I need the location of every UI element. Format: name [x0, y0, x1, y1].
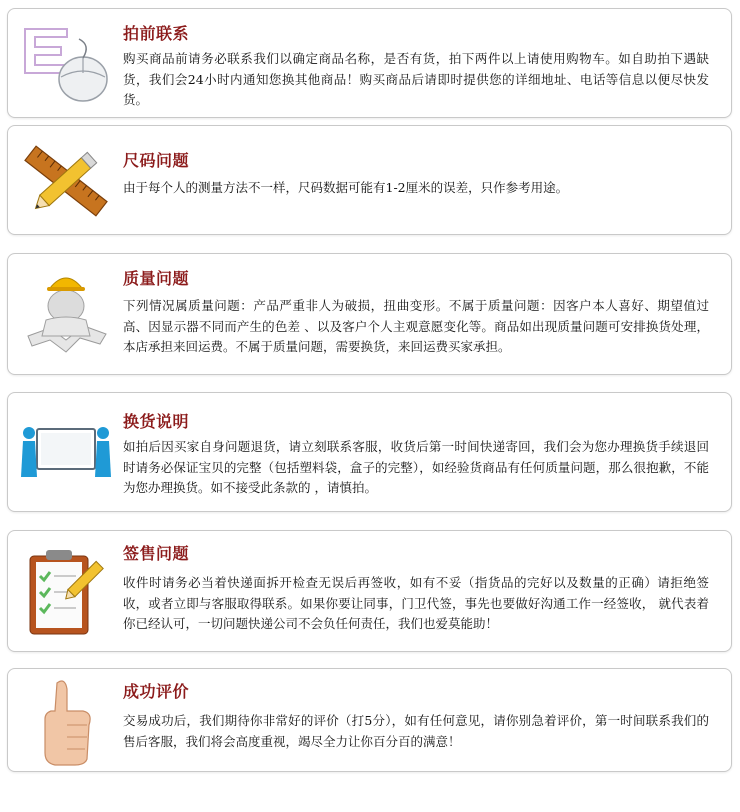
ruler-pencil-icon — [18, 134, 114, 228]
section-text: 购买商品前请务必联系我们以确定商品名称，是否有货，拍下两件以上请使用购物车。如自助拍下遇缺货，我们会24小时内通知您换其他商品！购买商品后请即时提供您的详细地址、电话等信息以便尽快发货。 — [123, 51, 709, 107]
people-board-icon — [18, 405, 114, 501]
section-title: 签售问题 — [123, 544, 190, 563]
section-text: 下列情况属质量问题：产品严重非人为破损，扭曲变形。不属于质量问题：因客户本人喜好、期望值过高、因显示器不同而产生的色差 、以及客户个人主观意愿变化等。商品如出现质量问题可安排换货处理，本店承担来回运费。不属于质量问题，需要换货，来回运费买家承担。 — [123, 298, 709, 354]
mouse-icon — [18, 17, 114, 111]
section-text: 如拍后因买家自身问题退货，请立刻联系客服，收货后第一时间快递寄回，我们会为您办理换货手续退回时请务必保证宝贝的完整（包括塑料袋，盒子的完整），如经验货商品有任何质量问题，那么很抱歉，不能为您办理换货。如不接受此条款的 ，请慎拍。 — [123, 439, 709, 495]
section-title: 尺码问题 — [123, 151, 190, 170]
section-quality-issues — [7, 253, 732, 375]
worker-crack-icon — [18, 264, 114, 364]
thumbs-up-icon — [18, 675, 114, 767]
section-title: 拍前联系 — [123, 24, 190, 43]
clipboard-check-icon — [18, 541, 114, 643]
section-contact-before-purchase — [7, 8, 732, 118]
section-signing-issues — [7, 530, 732, 652]
section-positive-review — [7, 668, 732, 772]
section-size-issues — [7, 125, 732, 235]
section-text: 交易成功后，我们期待你非常好的评价（打5分），如有任何意见，请你别急着评价，第一时间联系我们的售后客服，我们将会高度重视，竭尽全力让你百分百的满意！ — [123, 713, 709, 749]
section-text: 收件时请务必当着快递面拆开检查无误后再签收，如有不妥（指货品的完好以及数量的正确）请拒绝签收，或者立即与客服取得联系。如果你要让同事，门卫代签，事先也要做好沟通工作一经签收， 就代表着你已经认可，一切问题快递公司不会负任何责任，我们也爱莫能助！ — [123, 575, 709, 631]
section-title: 换货说明 — [123, 412, 190, 431]
section-title: 成功评价 — [123, 682, 190, 701]
section-exchange-policy — [7, 392, 732, 512]
section-text: 由于每个人的测量方法不一样，尺码数据可能有1-2厘米的误差，只作参考用途。 — [123, 180, 569, 195]
section-title: 质量问题 — [123, 269, 190, 288]
